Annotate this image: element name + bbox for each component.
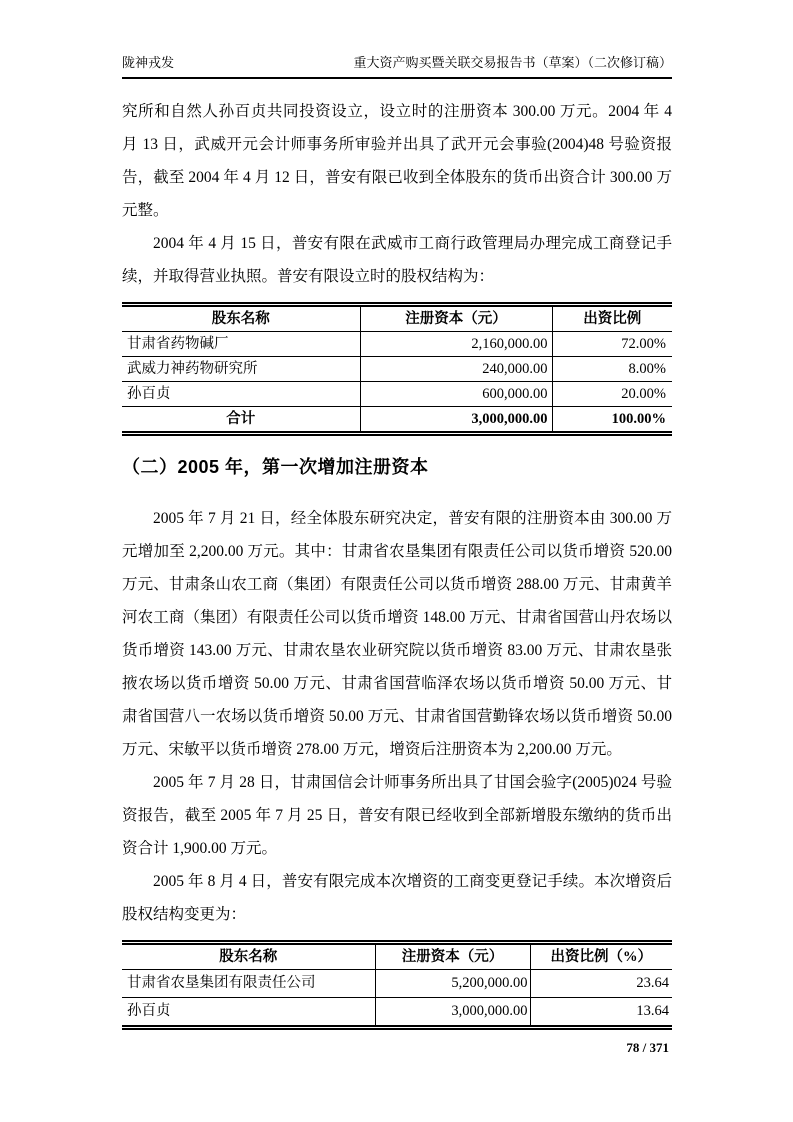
cell-ratio-value: 8.00% <box>552 357 672 382</box>
column-header-capital: 注册资本（元） <box>360 305 552 332</box>
table-header-row <box>122 305 672 332</box>
column-header-shareholder: 股东名称 <box>122 305 360 332</box>
cell-total-label: 合计 <box>122 407 360 434</box>
table-total-row <box>122 407 672 434</box>
header-document-title: 重大资产购买暨关联交易报告书（草案）（二次修订稿） <box>353 55 672 70</box>
shareholding-table-initial <box>122 302 672 436</box>
paragraph-change-registration: 2005 年 8 月 4 日，普安有限完成本次增资的工商变更登记手续。本次增资后股权结构变更为： <box>122 873 672 923</box>
page-content <box>122 95 672 1056</box>
table-row <box>122 998 672 1028</box>
cell-total-ratio: 100.00% <box>552 407 672 434</box>
cell-shareholder-name: 孙百贞 <box>122 998 375 1028</box>
paragraph-registration: 2004 年 4 月 15 日，普安有限在武威市工商行政管理局办理完成工商登记手续，并取得营业执照。普安有限设立时的股权结构为： <box>122 235 672 285</box>
cell-shareholder-name: 甘肃省农垦集团有限责任公司 <box>122 970 375 998</box>
cell-total-capital: 3,000,000.00 <box>360 407 552 434</box>
cell-ratio-value: 13.64 <box>530 998 672 1028</box>
cell-shareholder-name: 武威力神药物研究所 <box>122 357 360 382</box>
cell-ratio-value: 20.00% <box>552 382 672 407</box>
table-header-row <box>122 943 672 970</box>
cell-capital-value: 600,000.00 <box>360 382 552 407</box>
cell-ratio-value: 23.64 <box>530 970 672 998</box>
shareholding-table-after-increase <box>122 940 672 1030</box>
cell-shareholder-name: 孙百贞 <box>122 382 360 407</box>
header-company-name: 陇神戎发 <box>122 55 175 70</box>
cell-shareholder-name: 甘肃省药物碱厂 <box>122 332 360 357</box>
page-header <box>122 55 672 79</box>
paragraph-verification: 2005 年 7 月 28 日，甘肃国信会计师事务所出具了甘国会验字(2005)024 号验资报告，截至 2005 年 7 月 25 日，普安有限已经收到全部新增股东缴纳的货币出资合计 1,900.00 万元。 <box>122 774 672 857</box>
paragraph-capital-increase: 2005 年 7 月 21 日，经全体股东研究决定，普安有限的注册资本由 300.00 万元增加至 2,200.00 万元。其中：甘肃省农垦集团有限责任公司以货币增资 520.00 万元、甘肃条山农工商（集团）有限责任公司以货币增资 288.00 万元、甘肃黄羊河农工商（集团）有限责任公司以货币增资 148.00 万元、甘肃省国营山丹农场以货币增资 143.00 万元、甘肃农垦农业研究院以货币增资 83.00 万元、甘肃农垦张掖农场以货币增资 50.00 万元、甘肃省国营临泽农场以货币增资 50.00 万元、甘肃省国营八一农场以货币增资 50.00 万元、甘肃省国营勤锋农场以货币增资 50.00 万元、宋敏平以货币增资 278.00 万元，增资后注册资本为 2,200.00 万元。 <box>122 510 672 758</box>
column-header-ratio: 出资比例（%） <box>530 943 672 970</box>
column-header-shareholder: 股东名称 <box>122 943 375 970</box>
cell-capital-value: 240,000.00 <box>360 357 552 382</box>
column-header-ratio: 出资比例 <box>552 305 672 332</box>
page-number: 78 / 371 <box>626 1040 669 1055</box>
cell-capital-value: 5,200,000.00 <box>375 970 530 998</box>
table-row <box>122 970 672 998</box>
column-header-capital: 注册资本（元） <box>375 943 530 970</box>
table-row <box>122 332 672 357</box>
cell-capital-value: 3,000,000.00 <box>375 998 530 1028</box>
table-row <box>122 382 672 407</box>
table-row <box>122 357 672 382</box>
cell-ratio-value: 72.00% <box>552 332 672 357</box>
cell-capital-value: 2,160,000.00 <box>360 332 552 357</box>
section-heading: （二）2005 年，第一次增加注册资本 <box>122 457 429 477</box>
paragraph-continued: 究所和自然人孙百贞共同投资设立，设立时的注册资本 300.00 万元。2004 年 4 月 13 日，武威开元会计师事务所审验并出具了武开元会事验(2004)48 号验资报告，截至 2004 年 4 月 12 日，普安有限已收到全体股东的货币出资合计 300.00 万元整。 <box>122 103 672 219</box>
